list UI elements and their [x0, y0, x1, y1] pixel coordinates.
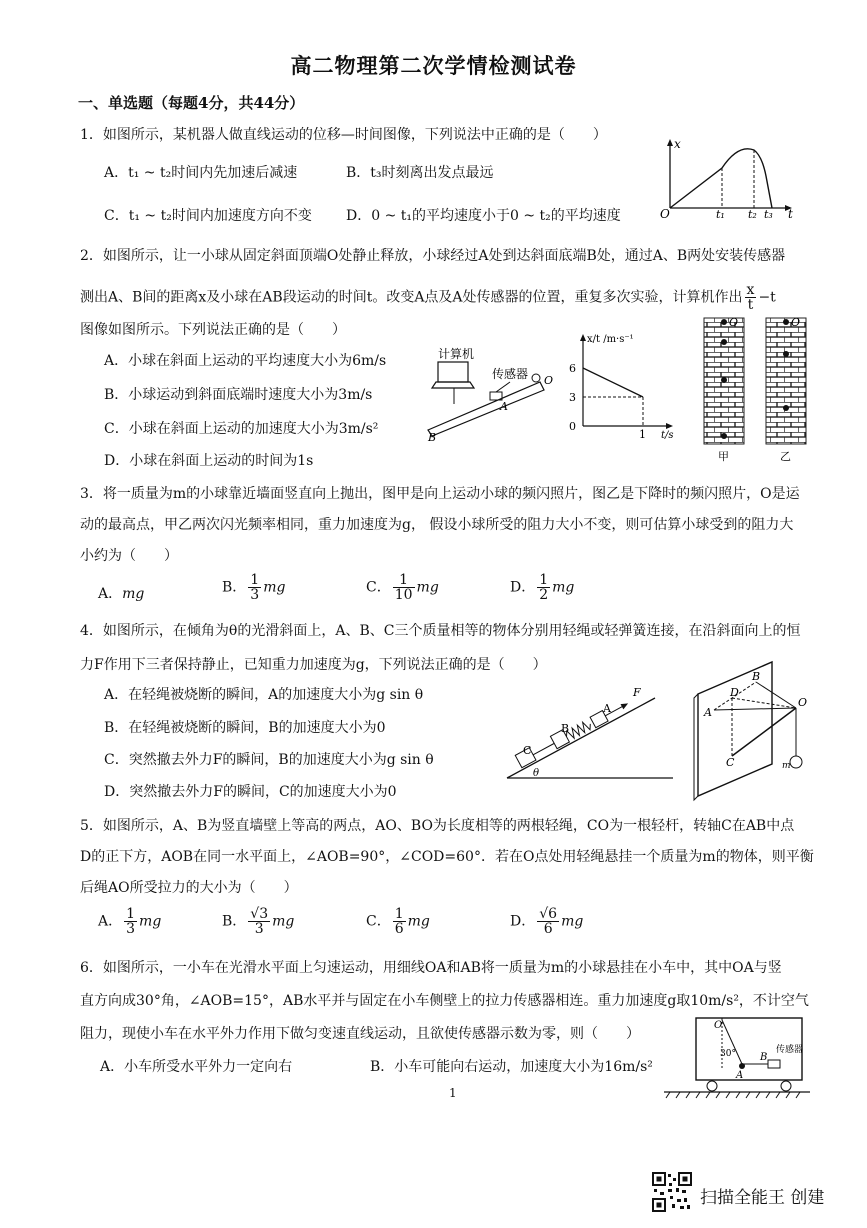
- q4-block-b: B: [561, 722, 570, 735]
- q5-a-frac: [124, 907, 137, 936]
- q2-option-c: C．小球在斜面上运动的加速度大小为3m/s²: [104, 421, 379, 437]
- qr-code-icon: [652, 1172, 692, 1212]
- q2-graph-tick-6: 6: [569, 362, 576, 375]
- q6-angle-label: 30°: [720, 1049, 736, 1059]
- q5-line2: D的正下方，AOB在同一水平面上，∠AOB=90°，∠COD=60°．若在O点处用轻绳悬挂一个质量为m的物体，则平衡: [80, 849, 814, 865]
- q3-b-frac: [248, 573, 261, 602]
- q6-point-b: B: [760, 1052, 768, 1063]
- q2-line3: 图像如图所示。下列说法正确的是（ ）: [80, 322, 346, 338]
- q6-point-a: A: [736, 1070, 744, 1081]
- q1-tick-t2: t₂: [748, 208, 757, 221]
- q2-xt-t-graph: [565, 330, 685, 442]
- q4-line2: 力F作用下三者保持静止，已知重力加速度为g，下列说法正确的是（ ）: [80, 657, 547, 673]
- q2-frac-num: x: [746, 282, 755, 298]
- q2-line2-text: 测出A、B间的距离x及小球在AB段运动的时间t。改变A点及A处传感器的位置，重复多次实验，计算机作出: [80, 289, 743, 306]
- q5-b-den: 3: [254, 921, 264, 937]
- q3-b-tail: mg: [263, 579, 286, 596]
- q1-y-label: x: [674, 137, 681, 151]
- q1-stem: 1．如图所示，某机器人做直线运动的位移—时间图像，下列说法中正确的是（ ）: [80, 127, 607, 143]
- q5-d-frac: [537, 907, 559, 936]
- scanner-watermark: 扫描全能王 创建: [700, 1188, 825, 1208]
- q1-option-a: A．t₁ ~ t₂时间内先加速后减速: [104, 165, 298, 181]
- q5-point-o: O: [798, 696, 808, 709]
- q3-d-prefix: D．: [510, 579, 536, 596]
- q2-point-a: A: [500, 400, 508, 413]
- q3-b-den: 3: [250, 587, 260, 603]
- q5-d-tail: mg: [561, 913, 584, 930]
- q2-option-b: B．小球运动到斜面底端时速度大小为3m/s: [104, 387, 373, 403]
- q1-x-label: t: [788, 207, 793, 221]
- q2-sensor-label: 传感器: [492, 367, 529, 381]
- q3-line1: 3．将一质量为m的小球靠近墙面竖直向上抛出，图甲是向上运动小球的频闪照片，图乙是下降时的频闪照片，O是运: [80, 486, 800, 502]
- q2-point-o: O: [544, 374, 554, 387]
- q6-line2: 直方向成30°角，∠AOB=15°，AB水平并与固定在小车侧壁上的拉力传感器相连。重力加速度g取10m/s²，不计空气: [80, 993, 809, 1009]
- q5-a-num: 1: [126, 906, 136, 922]
- q2-line2: [80, 283, 776, 312]
- q2-graph-x-label: t/s: [661, 430, 674, 441]
- q5-option-c: [366, 907, 430, 936]
- q2-line1: 2．如图所示，让一小球从固定斜面顶端O处静止释放，小球经过A处到达斜面底端B处，通过A、B两处安装传感器: [80, 248, 786, 264]
- q3-option-b: [222, 573, 285, 602]
- q6-line1: 6．如图所示，一小车在光滑水平面上匀速运动，用细线OA和AB将一质量为m的小球悬挂在小车中，其中OA与竖: [80, 960, 782, 976]
- q1-xt-graph: [660, 136, 800, 221]
- q1-option-d: D．0 ~ t₁的平均速度小于0 ~ t₂的平均速度: [346, 208, 621, 224]
- q5-wall-figure: [690, 660, 815, 800]
- q6-line3: 阻力，现使小车在水平外力作用下做匀变速直线运动，且欲使传感器示数为零，则（ ）: [80, 1026, 640, 1042]
- page-title: 高二物理第二次学情检测试卷: [290, 53, 577, 78]
- q5-line1: 5．如图所示，A、B为竖直墙壁上等高的两点，AO、BO为长度相等的两根轻绳，CO为一根轻杆，转轴C在AB中点: [80, 818, 795, 834]
- q2-graph-y-label: x/t /m·s⁻¹: [587, 334, 634, 345]
- q3-right-o: O: [791, 316, 801, 329]
- q5-b-prefix: B．: [222, 913, 247, 930]
- q3-b-prefix: B．: [222, 579, 247, 596]
- q1-origin: O: [660, 207, 670, 221]
- q3-strobe-walls: [700, 312, 810, 462]
- q4-theta: θ: [533, 768, 540, 779]
- q3-option-d: [510, 573, 574, 602]
- q2-incline-setup: [420, 348, 560, 443]
- q5-option-d: [510, 907, 583, 936]
- q3-option-a: [98, 583, 144, 603]
- q2-fraction: [745, 283, 757, 312]
- q5-a-tail: mg: [139, 913, 162, 930]
- q5-d-prefix: D．: [510, 913, 536, 930]
- q5-point-d: D: [730, 686, 739, 699]
- q3-a-value: mg: [122, 586, 145, 602]
- q6-sensor-label: 传感器: [776, 1045, 804, 1055]
- q5-b-tail: mg: [272, 913, 295, 930]
- q2-frac-den: t: [747, 297, 754, 313]
- q5-c-den: 6: [394, 921, 404, 937]
- q2-graph-tick-1: 1: [639, 428, 646, 441]
- q1-option-c: C．t₁ ~ t₂时间内加速度方向不变: [104, 208, 312, 224]
- q2-computer-label: 计算机: [438, 347, 475, 361]
- q2-line2-tail: −t: [758, 289, 776, 306]
- q4-force-f: F: [633, 686, 641, 699]
- q5-c-prefix: C．: [366, 913, 391, 930]
- q5-line3: 后绳AO所受拉力的大小为（ ）: [80, 880, 298, 896]
- q3-d-frac: [537, 573, 550, 602]
- q6-option-a: A．小车所受水平外力一定向右: [100, 1059, 293, 1075]
- q4-incline-figure: [505, 684, 675, 784]
- q1-option-b: B．t₃时刻离出发点最远: [346, 165, 494, 181]
- q3-caption-yi: 乙: [780, 450, 791, 463]
- q6-point-o: O: [714, 1020, 723, 1031]
- q3-line2: 动的最高点，甲乙两次闪光频率相同，重力加速度为g， 假设小球所受的阻力大小不变，则可估算小球受到的阻力大: [80, 517, 794, 533]
- q3-option-c: [366, 573, 439, 602]
- q4-option-a: A．在轻绳被烧断的瞬间，A的加速度大小为g sin θ: [104, 687, 424, 703]
- q5-b-frac: [248, 907, 270, 936]
- q3-c-prefix: C．: [366, 579, 391, 596]
- q5-point-a: A: [704, 706, 712, 719]
- q3-c-tail: mg: [416, 579, 439, 596]
- q2-option-d: D．小球在斜面上运动的时间为1s: [104, 453, 314, 469]
- q5-option-b: [222, 907, 294, 936]
- q3-d-num: 1: [539, 572, 549, 588]
- q2-option-a: A．小球在斜面上运动的平均速度大小为6m/s: [104, 353, 387, 369]
- q3-c-frac: [393, 573, 415, 602]
- q5-c-frac: [393, 907, 406, 936]
- q4-line1: 4．如图所示，在倾角为θ的光滑斜面上，A、B、C三个质量相等的物体分别用轻绳或轻弹簧连接，在沿斜面向上的恒: [80, 623, 801, 639]
- q2-point-b: B: [428, 431, 437, 444]
- q3-left-o: O: [729, 316, 739, 329]
- q5-c-tail: mg: [407, 913, 430, 930]
- q3-d-den: 2: [539, 587, 549, 603]
- q5-a-prefix: A．: [98, 913, 123, 930]
- q3-c-num: 1: [393, 573, 415, 588]
- q5-a-den: 3: [126, 921, 136, 937]
- q5-option-a: [98, 907, 161, 936]
- q5-point-b: B: [752, 670, 761, 683]
- q4-option-b: B．在轻绳被烧断的瞬间，B的加速度大小为0: [104, 720, 386, 736]
- q1-tick-t1: t₁: [716, 208, 725, 221]
- q1-tick-t3: t₃: [764, 208, 773, 221]
- q3-line3: 小约为（ ）: [80, 548, 178, 564]
- q2-graph-tick-0: 0: [569, 420, 576, 433]
- q4-option-c: C．突然撤去外力F的瞬间，B的加速度大小为g sin θ: [104, 752, 434, 768]
- q5-point-c: C: [726, 756, 735, 769]
- q4-block-c: C: [523, 744, 532, 757]
- page-number: 1: [449, 1086, 457, 1100]
- q3-caption-jia: 甲: [718, 450, 729, 463]
- q5-d-den: 6: [543, 921, 553, 937]
- q4-option-d: D．突然撤去外力F的瞬间，C的加速度大小为0: [104, 784, 397, 800]
- q5-c-num: 1: [394, 906, 404, 922]
- q5-b-num: √3: [250, 906, 269, 922]
- q3-b-num: 1: [250, 572, 260, 588]
- q5-mass-m: m: [782, 761, 791, 771]
- q6-option-b: B．小车可能向右运动，加速度大小为16m/s²: [370, 1059, 653, 1075]
- q3-d-tail: mg: [552, 579, 575, 596]
- q3-c-den: 10: [394, 587, 413, 603]
- q6-cart-figure: [662, 1012, 812, 1102]
- section-heading: 一、单选题（每题4分，共44分）: [78, 94, 305, 112]
- q5-d-num: √6: [539, 906, 558, 922]
- q4-block-a: A: [603, 702, 611, 715]
- q3-a-prefix: A．: [98, 586, 123, 602]
- q2-graph-tick-3: 3: [569, 391, 576, 404]
